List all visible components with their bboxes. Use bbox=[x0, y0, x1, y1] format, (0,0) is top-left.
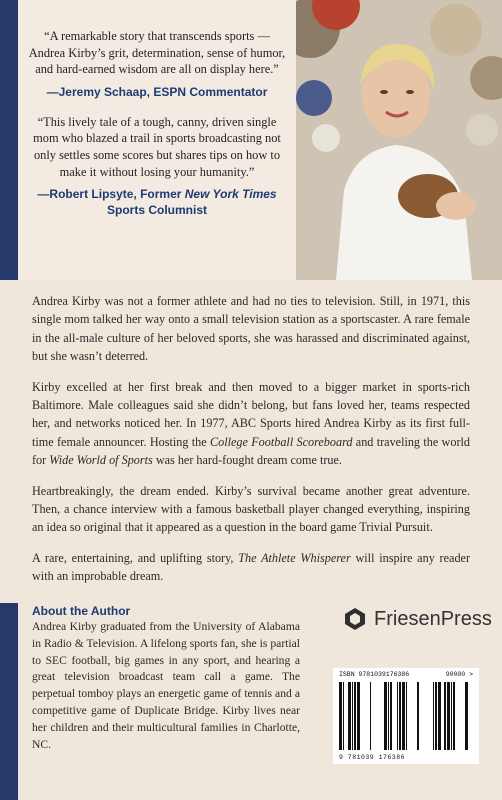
barcode-stripe bbox=[343, 682, 344, 750]
praise-attribution-2: —Robert Lipsyte, Former New York Times Sports Columnist bbox=[37, 187, 277, 218]
praise-attribution-1: —Jeremy Schaap, ESPN Commentator bbox=[46, 84, 268, 99]
barcode-stripe bbox=[465, 682, 468, 750]
barcode-stripe bbox=[354, 682, 356, 750]
price-code: 90000 > bbox=[445, 671, 473, 678]
barcode-number: 9 781039 176386 bbox=[339, 754, 406, 761]
barcode-stripe bbox=[433, 682, 434, 750]
praise-quote-1: “A remarkable story that transcends sports — Andrea Kirby’s grit, determination, sense of humor, and hard-earned wisdom are all on display here.” bbox=[28, 29, 286, 77]
barcode-stripe bbox=[384, 682, 387, 750]
description-paragraph-3: Heartbreakingly, the dream ended. Kirby’s survival became another great adventure. Then, a chance interview with a famous basketball player changed everything, inspiring an idea so original that it appeared as a question in the board game Trivial Pursuit. bbox=[32, 483, 470, 535]
barcode-stripe bbox=[451, 682, 452, 750]
barcode-stripe bbox=[348, 682, 351, 750]
barcode-stripe bbox=[357, 682, 360, 750]
spine-color-bar-bottom bbox=[0, 603, 18, 800]
barcode-stripe bbox=[406, 682, 407, 750]
author-photo-illustration bbox=[296, 0, 502, 280]
barcode-stripe bbox=[390, 682, 392, 750]
barcode-stripe bbox=[397, 682, 398, 750]
publisher-logo-icon bbox=[342, 606, 368, 632]
barcode-stripe bbox=[444, 682, 446, 750]
barcode-bars bbox=[339, 682, 473, 750]
praise-quotes bbox=[26, 28, 288, 232]
barcode-stripe bbox=[402, 682, 405, 750]
about-author-text: Andrea Kirby graduated from the University of Alabama in Radio & Television. A lifelong sports fan, she is partial to SEC football, big games in any sport, and hearing a great television broadcast team call a game. The perpetual tomboy plays an energetic game of tennis and a competitive game of Duplicate Bridge. Kirby lives near her children and their multicultural families in Charlotte, NC. bbox=[32, 620, 300, 751]
description-paragraph-4: A rare, entertaining, and uplifting story, The Athlete Whisperer will inspire any reader with an improbable dream. bbox=[32, 550, 470, 584]
barcode-stripe bbox=[453, 682, 455, 750]
barcode-stripe bbox=[438, 682, 441, 750]
book-description bbox=[32, 292, 470, 598]
isbn-barcode bbox=[333, 668, 479, 764]
praise-quote-2: “This lively tale of a tough, canny, driven single mom who blazed a trail in sports broadcasting not only settles some scores but shares tips on how to make it without losing your humanity.” bbox=[33, 114, 281, 179]
publisher-name: FriesenPress bbox=[374, 607, 492, 630]
spine-color-bar-top bbox=[0, 0, 18, 280]
description-paragraph-2: Kirby excelled at her first break and then moved to a bigger market in sports-rich Baltimore. Male colleagues said she didn’t belong, but fans loved her, teams respected her, and networks noticed her. In 1977, ABC Sports hired Andrea Kirby as its first full-time female announcer. Hosting the College Football Scoreboard and traveling the world for Wide World of Sports was her hard-fought dream come true. bbox=[32, 379, 470, 468]
about-author-heading: About the Author bbox=[32, 604, 131, 618]
barcode-stripe bbox=[447, 682, 450, 750]
publisher-logo bbox=[342, 606, 492, 632]
barcode-stripe bbox=[339, 682, 342, 750]
author-photo bbox=[296, 0, 502, 280]
barcode-stripe bbox=[435, 682, 437, 750]
description-paragraph-1: Andrea Kirby was not a former athlete and had no ties to television. Still, in 1971, this single mom talked her way onto a small television station as a sportscaster. A rare female in the all-male culture of her beloved sports, she was harassed and discriminated against, but she wasn’t deterred. bbox=[32, 294, 470, 364]
barcode-stripe bbox=[370, 682, 371, 750]
barcode-stripe bbox=[352, 682, 353, 750]
barcode-stripe bbox=[388, 682, 389, 750]
isbn-label: ISBN 9781039176386 bbox=[339, 671, 410, 678]
barcode-stripe bbox=[417, 682, 419, 750]
barcode-stripe bbox=[399, 682, 401, 750]
